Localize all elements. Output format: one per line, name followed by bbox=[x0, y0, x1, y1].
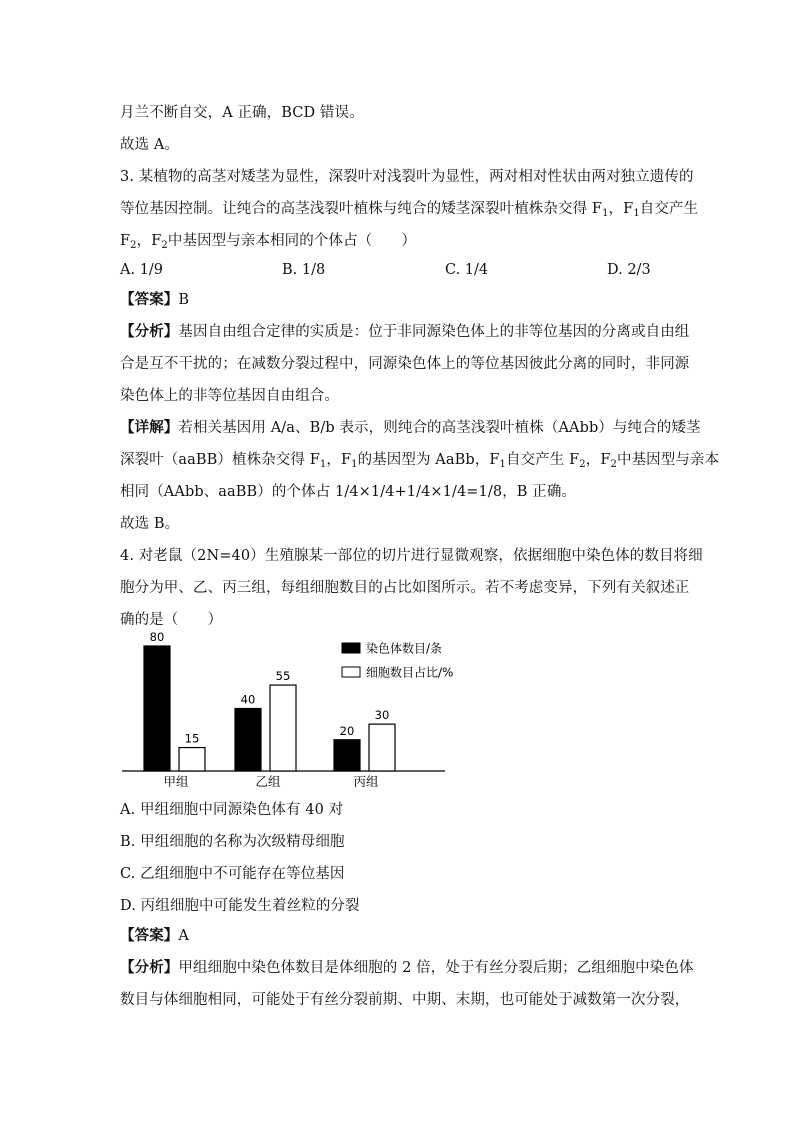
q3-option-b: B. 1/8 bbox=[282, 262, 326, 278]
bar-cell-ratio bbox=[270, 685, 296, 771]
question-3-stem: 3. 某植物的高茎对矮茎为显性，深裂叶对浅裂叶为显性，两对相对性状由两对独立遗传的 bbox=[120, 169, 694, 185]
text-line: 故选 A。 bbox=[120, 137, 180, 153]
question-3-stem: 等位基因控制。让纯合的高茎浅裂叶植株与纯合的矮茎深裂叶植株杂交得 $F_1$，$F_1$自交产生 bbox=[120, 201, 699, 219]
analysis-3: 【分析】基因自由组合定律的实质是：位于非同源染色体上的非等位基因的分离或自由组 bbox=[120, 323, 690, 340]
question-4-stem: 4. 对老鼠（2N=40）生殖腺某一部位的切片进行显微观察，依据细胞中染色体的数目将细 bbox=[120, 548, 703, 564]
bar-cell-ratio bbox=[369, 724, 395, 771]
q4-option-b: B. 甲组细胞的名称为次级精母细胞 bbox=[120, 834, 345, 850]
data-label: 55 bbox=[275, 669, 291, 684]
analysis-4: 数目与体细胞相同，可能处于有丝分裂前期、中期、末期，也可能处于减数第一次分裂， bbox=[120, 992, 690, 1008]
analysis-3: 合是互不干扰的；在减数分裂过程中，同源染色体上的等位基因彼此分离的同时，非同源 bbox=[120, 356, 690, 372]
legend-label: 染色体数目/条 bbox=[366, 641, 443, 656]
data-label: 15 bbox=[184, 731, 200, 746]
q4-option-d: D. 丙组细胞中可能发生着丝粒的分裂 bbox=[120, 898, 360, 914]
q3-option-c: C. 1/4 bbox=[445, 262, 489, 278]
legend-label: 细胞数目占比/% bbox=[366, 665, 454, 680]
detail-3: 深裂叶（aaBB）植株杂交得 $F_1$，$F_1$的基因型为 AaBb，$F_1$自交产生 $F_2$，$F_2$中基因型与亲本 bbox=[120, 452, 720, 470]
question-4-stem: 确的是（ ） bbox=[120, 612, 223, 628]
question-3-stem: $F_2$，$F_2$中基因型与亲本相同的个体占（ ） bbox=[120, 233, 417, 251]
category-label: 丙组 bbox=[353, 774, 379, 789]
detail-3: 相同（AAbb、aaBB）的个体占 1/4×1/4+1/4×1/4=1/8，B 正确。 bbox=[120, 484, 577, 500]
detail-3: 【详解】若相关基因用 A/a、B/b 表示，则纯合的高茎浅裂叶植株（AAbb）与纯合的矮茎 bbox=[120, 419, 701, 436]
category-label: 甲组 bbox=[163, 774, 189, 789]
analysis-4: 【分析】甲组细胞中染色体数目是体细胞的 2 倍，处于有丝分裂后期；乙组细胞中染色体 bbox=[120, 959, 694, 976]
question-4-stem: 胞分为甲、乙、丙三组，每组细胞数目的占比如图所示。若不考虑变异，下列有关叙述正 bbox=[120, 580, 690, 596]
data-label: 20 bbox=[339, 723, 355, 738]
answer-3: 【答案】B bbox=[120, 291, 190, 308]
text-line: 月兰不断自交，A 正确，BCD 错误。 bbox=[120, 105, 364, 121]
legend-swatch bbox=[342, 667, 360, 677]
category-label: 乙组 bbox=[255, 774, 281, 789]
bar-chromosome bbox=[144, 646, 170, 771]
q4-option-a: A. 甲组细胞中同源染色体有 40 对 bbox=[120, 802, 344, 818]
q3-option-d: D. 2/3 bbox=[607, 262, 651, 278]
bar-cell-ratio bbox=[179, 748, 205, 771]
q3-option-a: A. 1/9 bbox=[120, 262, 164, 278]
answer-4: 【答案】A bbox=[120, 927, 189, 944]
legend-swatch bbox=[342, 643, 360, 653]
data-label: 40 bbox=[240, 692, 256, 707]
data-label: 80 bbox=[149, 630, 165, 644]
text-line: 故选 B。 bbox=[120, 516, 180, 532]
analysis-3: 染色体上的非等位基因自由组合。 bbox=[120, 388, 339, 404]
bar-chromosome bbox=[235, 709, 261, 772]
bar-chromosome bbox=[334, 740, 360, 771]
bar-chart bbox=[110, 625, 460, 793]
data-label: 30 bbox=[374, 708, 390, 723]
q4-option-c: C. 乙组细胞中不可能存在等位基因 bbox=[120, 866, 345, 882]
